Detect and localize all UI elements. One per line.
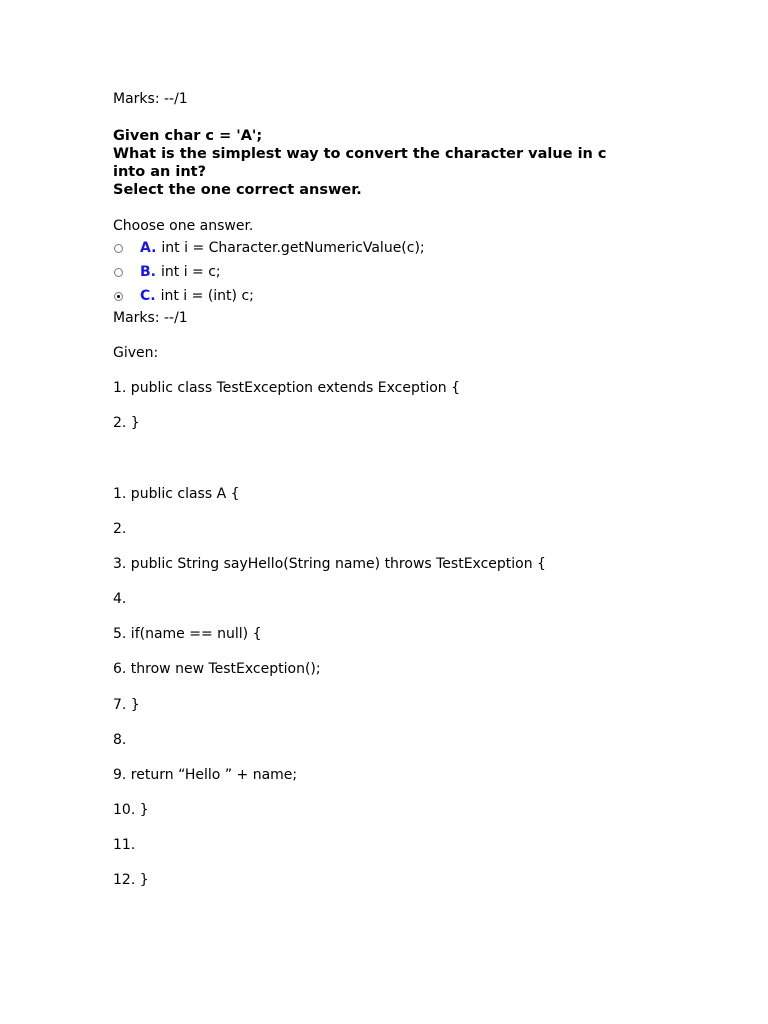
radio-button-selected[interactable] bbox=[114, 292, 123, 301]
code-line: 4. bbox=[113, 591, 127, 607]
option-letter: A. bbox=[140, 240, 157, 256]
option-letter: C. bbox=[140, 288, 156, 304]
code-line: 9. return “Hello ” + name; bbox=[113, 767, 298, 783]
option-text: int i = Character.getNumericValue(c); bbox=[161, 240, 425, 256]
answer-option-a[interactable] bbox=[113, 239, 425, 257]
code-line: 2. } bbox=[113, 415, 140, 431]
marks-label: Marks: --/1 bbox=[113, 91, 188, 107]
question-prompt bbox=[113, 127, 673, 199]
option-text: int i = c; bbox=[161, 264, 221, 280]
code-line: 10. } bbox=[113, 802, 149, 818]
question-prompt-line: What is the simplest way to convert the character value in c bbox=[113, 146, 607, 162]
option-letter: B. bbox=[140, 264, 156, 280]
answer-option-b[interactable] bbox=[113, 263, 221, 281]
given-label: Given: bbox=[113, 345, 159, 361]
question-prompt-line: Given char c = 'A'; bbox=[113, 128, 263, 144]
code-line: 8. bbox=[113, 732, 127, 748]
code-line: 5. if(name == null) { bbox=[113, 626, 262, 642]
radio-button[interactable] bbox=[114, 244, 123, 253]
code-line: 1. public class TestException extends Exception { bbox=[113, 380, 461, 396]
radio-button[interactable] bbox=[114, 268, 123, 277]
question-prompt-line: into an int? bbox=[113, 164, 207, 180]
choose-one-label: Choose one answer. bbox=[113, 218, 254, 234]
code-line: 6. throw new TestException(); bbox=[113, 661, 321, 677]
code-line: 12. } bbox=[113, 872, 149, 888]
code-line: 3. public String sayHello(String name) throws TestException { bbox=[113, 556, 546, 572]
code-line: 11. bbox=[113, 837, 136, 853]
answer-option-c[interactable] bbox=[113, 287, 254, 305]
marks-label: Marks: --/1 bbox=[113, 310, 188, 326]
code-line: 2. bbox=[113, 521, 127, 537]
code-line: 7. } bbox=[113, 697, 140, 713]
option-text: int i = (int) c; bbox=[160, 288, 254, 304]
code-line: 1. public class A { bbox=[113, 486, 240, 502]
question-prompt-line: Select the one correct answer. bbox=[113, 182, 362, 198]
